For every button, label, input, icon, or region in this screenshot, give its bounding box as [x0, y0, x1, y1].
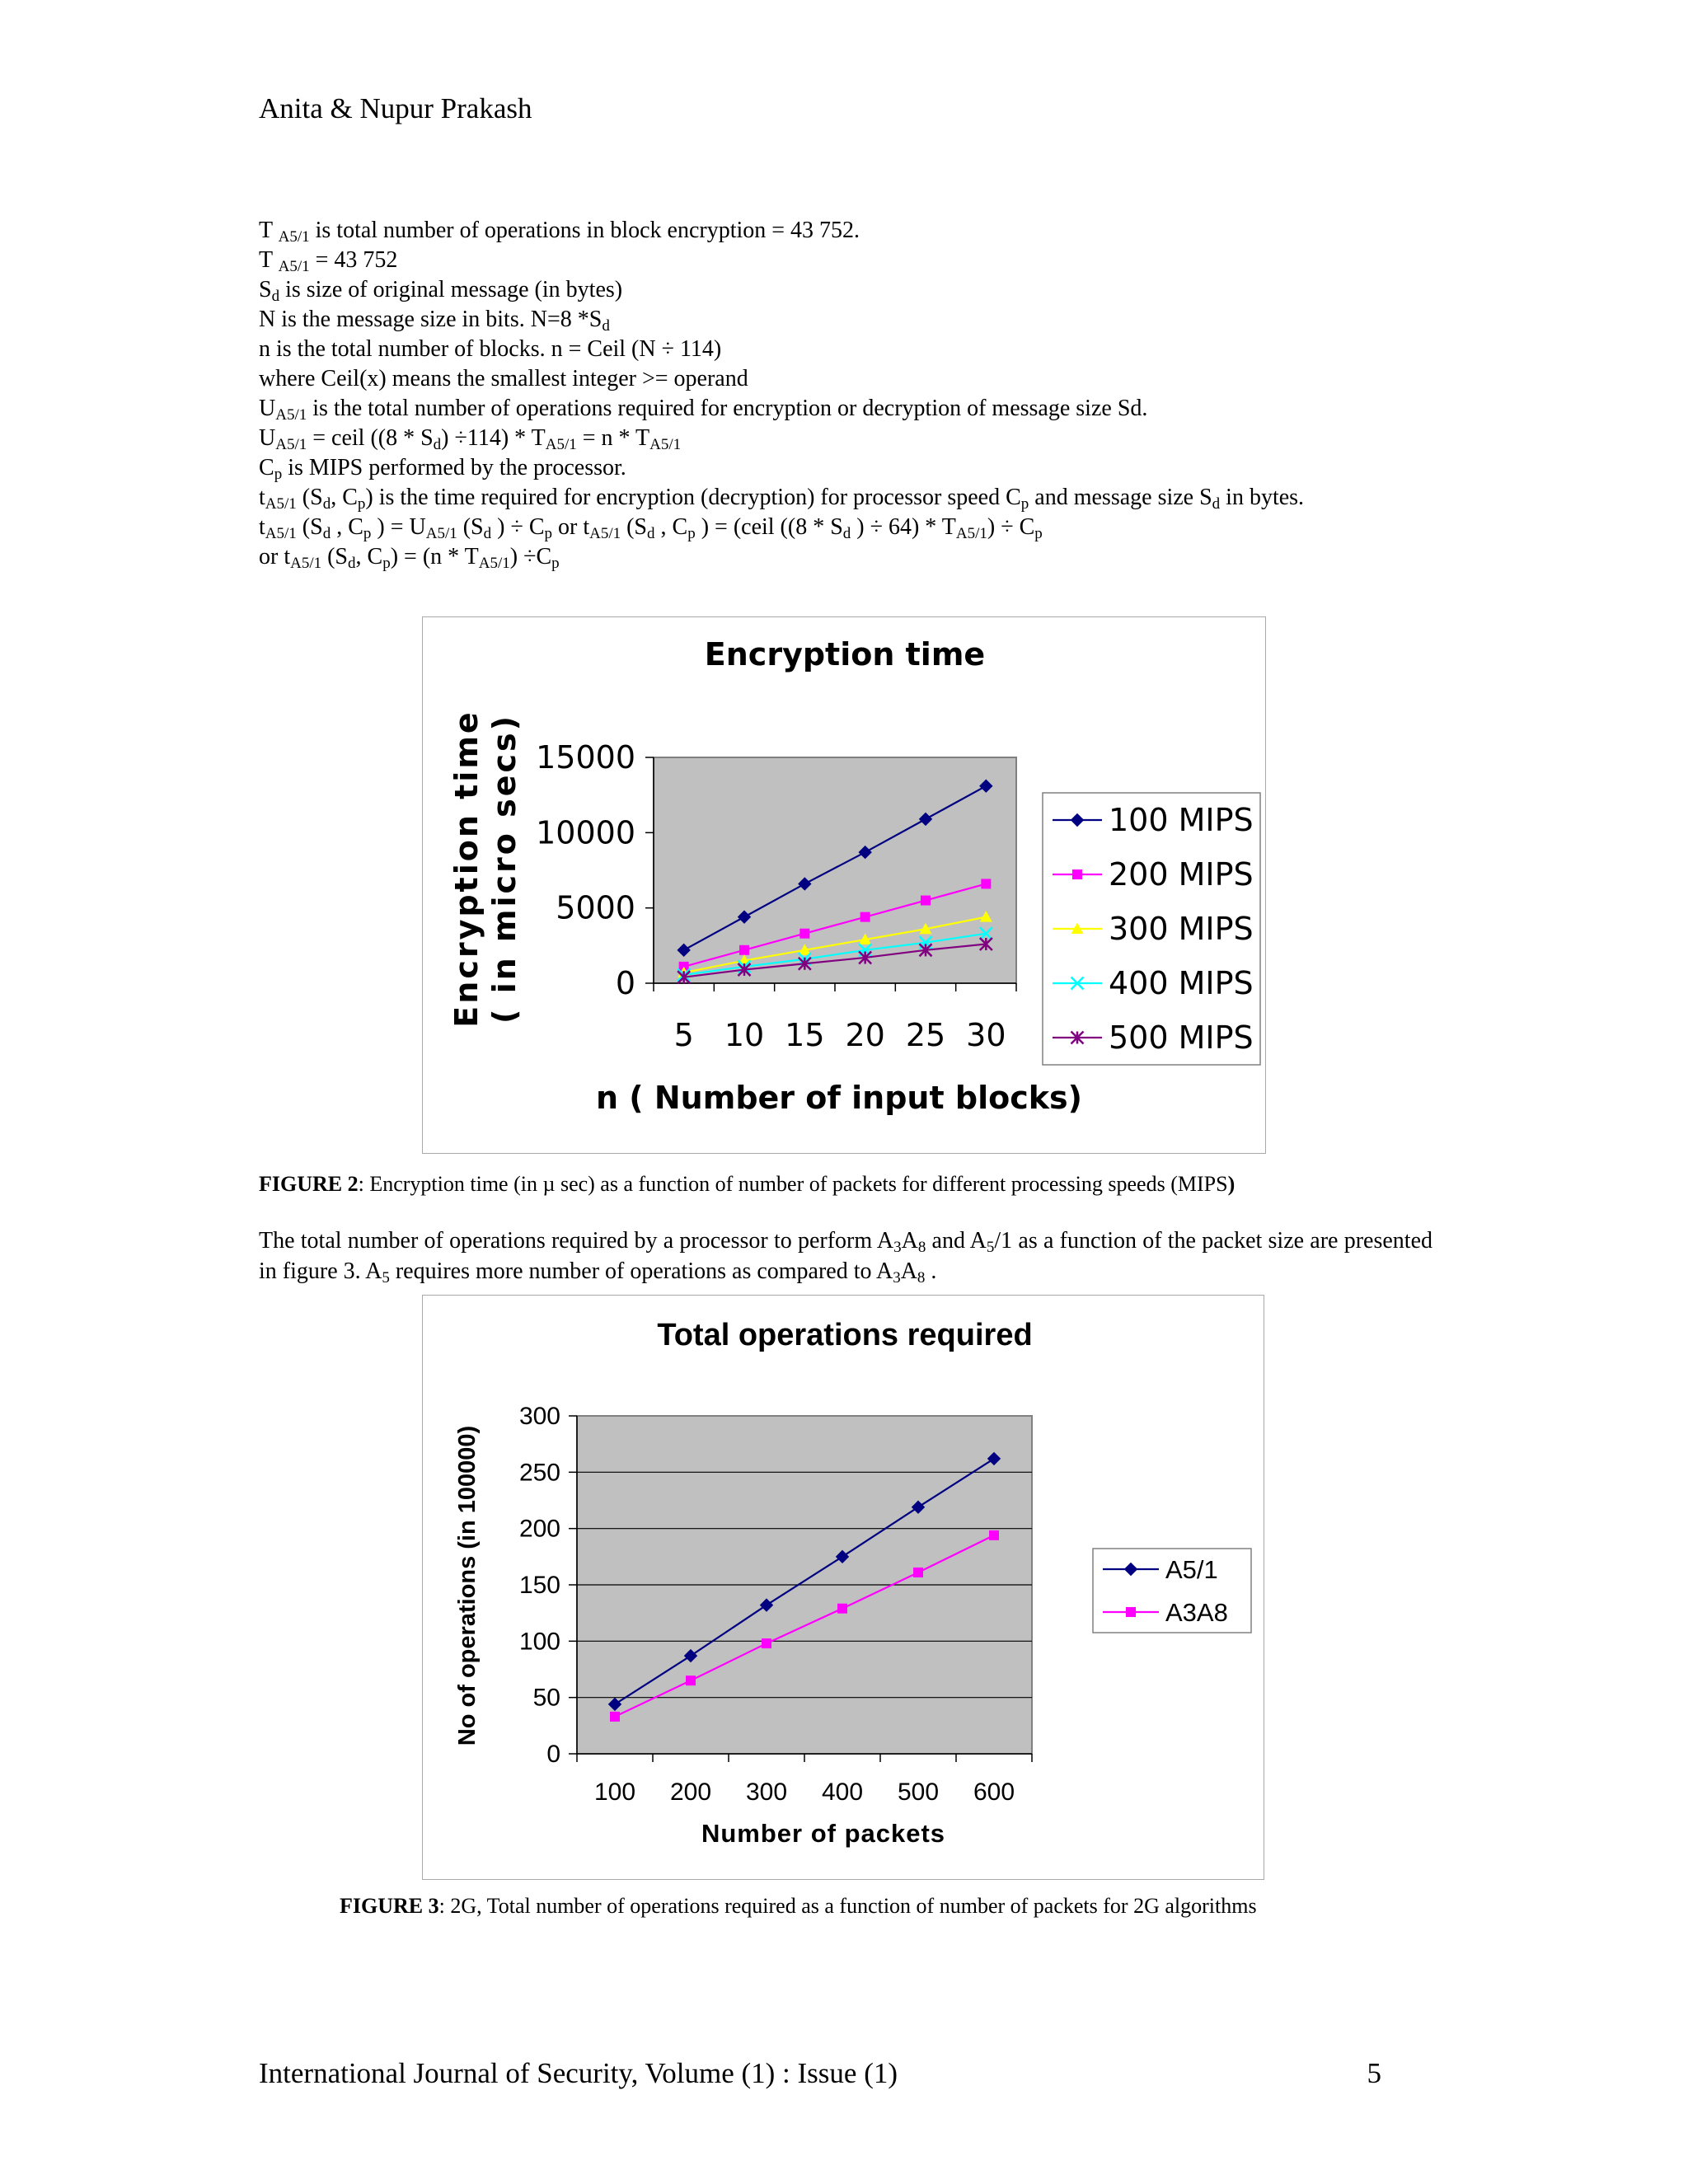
subscript: A5/1	[425, 525, 457, 542]
total-operations-chart	[423, 1296, 1265, 1881]
y-tick-label: 0	[615, 965, 635, 1001]
subscript: p	[357, 495, 366, 513]
text-run: , C	[355, 544, 383, 569]
legend-label: 300 MIPS	[1109, 911, 1254, 947]
definition-line	[259, 542, 1429, 572]
text-run: C	[259, 455, 274, 480]
text-run: t	[259, 485, 265, 510]
definition-line	[259, 394, 1429, 424]
definition-line	[259, 364, 1429, 394]
subscript: A5/1	[265, 495, 297, 513]
square-marker	[610, 1712, 620, 1722]
subscript: A5/1	[278, 258, 310, 275]
text-run: ) ÷ C	[491, 514, 545, 540]
text-run: A	[900, 1258, 917, 1284]
figure-3-caption	[340, 1894, 1257, 1919]
figure-2-caption	[259, 1172, 1235, 1197]
subscript: p	[687, 525, 696, 542]
definition-line	[259, 483, 1429, 513]
x-tick-label: 600	[973, 1779, 1015, 1806]
text-run: ) ÷114) * T	[441, 425, 546, 451]
subscript: 8	[917, 1239, 926, 1256]
subscript: 3	[893, 1269, 901, 1286]
square-marker	[921, 896, 931, 906]
subscript: A5/1	[955, 525, 987, 542]
square-marker	[837, 1604, 847, 1614]
x-axis-title: Number of packets	[701, 1819, 946, 1848]
caption-label: FIGURE 3	[340, 1894, 439, 1918]
legend-label: 200 MIPS	[1109, 856, 1254, 893]
square-marker	[739, 945, 749, 955]
x-axis-title: n ( Number of input blocks)	[596, 1080, 1082, 1116]
subscript: p	[274, 466, 283, 483]
definition-line	[259, 216, 1429, 246]
text-run: ) ÷C	[509, 544, 552, 569]
x-tick-label: 300	[745, 1779, 788, 1806]
subscript: d	[271, 288, 280, 305]
legend-label: A5/1	[1165, 1555, 1218, 1584]
text-run: U	[259, 425, 276, 451]
text-run: requires more number of operations as compared to A	[389, 1258, 893, 1284]
figure-2-chart	[422, 616, 1266, 1154]
square-marker	[1072, 869, 1082, 879]
chart-title: Encryption time	[704, 636, 986, 673]
definition-line	[259, 513, 1429, 542]
subscript: A5/1	[278, 228, 310, 246]
caption-text: : Encryption time (in µ sec) as a function of number of packets for different processing speeds (MIPS	[358, 1172, 1228, 1196]
subscript: 3	[893, 1239, 902, 1256]
square-marker	[686, 1675, 696, 1685]
text-run: S	[259, 277, 272, 302]
subscript: 5	[382, 1269, 390, 1286]
text-run: ) = U	[371, 514, 426, 540]
subscript: p	[363, 525, 372, 542]
square-marker	[989, 1530, 999, 1540]
legend-label: A3A8	[1165, 1598, 1228, 1627]
text-run: (S	[621, 514, 648, 540]
y-axis-title-line2: ( in micro secs)	[486, 713, 523, 1024]
text-run: n is the total number of blocks. n = Ceil (N ÷ 114)	[259, 336, 722, 362]
chart-title: Total operations required	[657, 1318, 1033, 1352]
x-tick-label: 5	[673, 1017, 694, 1053]
text-run: or t	[552, 514, 590, 540]
text-run: ) is the time required for encryption (decryption) for processor speed C	[365, 485, 1021, 510]
subscript: d	[647, 525, 655, 542]
encryption-time-chart	[423, 617, 1267, 1155]
x-tick-label: 200	[669, 1779, 712, 1806]
subscript: d	[602, 317, 610, 335]
y-tick-label: 0	[546, 1741, 560, 1768]
x-tick-label: 15	[785, 1017, 825, 1053]
text-run: is total number of operations in block encryption = 43 752.	[309, 218, 860, 243]
text-run: and A	[926, 1228, 987, 1254]
page-number: 5	[1367, 2057, 1381, 2089]
text-run: T	[259, 218, 279, 243]
subscript: d	[433, 436, 442, 453]
x-tick-label: 30	[966, 1017, 1006, 1053]
text-run: , C	[331, 514, 363, 540]
subscript: A5/1	[589, 525, 621, 542]
text-run: t	[259, 514, 265, 540]
text-run: is the total number of operations required for encryption or decryption of message size Sd.	[307, 396, 1148, 421]
text-run: U	[259, 396, 276, 421]
y-tick-label: 50	[532, 1684, 560, 1712]
subscript: p	[544, 525, 552, 542]
definition-line	[259, 275, 1429, 305]
text-run: N is the message size in bits. N=8 *S	[259, 307, 603, 332]
subscript: A5/1	[290, 555, 322, 572]
square-marker	[799, 929, 809, 939]
text-run: T	[259, 247, 279, 273]
subscript: A5/1	[275, 406, 307, 424]
plot-area	[654, 757, 1016, 983]
text-run: ) = (n * T	[390, 544, 479, 569]
text-run: = ceil ((8 * S	[307, 425, 434, 451]
body-paragraph	[259, 1226, 1432, 1286]
square-marker	[1126, 1607, 1136, 1617]
subscript: d	[842, 525, 851, 542]
square-marker	[860, 912, 870, 922]
text-run: A	[901, 1228, 918, 1254]
y-tick-label: 200	[518, 1515, 560, 1543]
square-marker	[913, 1568, 923, 1577]
definition-line	[259, 305, 1429, 335]
text-run: and message size S	[1029, 485, 1212, 510]
text-run: ) = (ceil ((8 * S	[695, 514, 843, 540]
text-run: ) ÷ 64) * T	[851, 514, 956, 540]
subscript: 8	[917, 1269, 926, 1286]
subscript: A5/1	[649, 436, 682, 453]
square-marker	[981, 879, 991, 888]
text-run: where Ceil(x) means the smallest integer >= operand	[259, 366, 748, 391]
x-tick-label: 10	[724, 1017, 765, 1053]
text-run: (S	[457, 514, 484, 540]
legend-label: 500 MIPS	[1109, 1019, 1254, 1056]
y-tick-label: 5000	[556, 889, 635, 926]
y-axis-title: Encryption time	[448, 710, 485, 1028]
text-run: The total number of operations required by a processor to perform A	[259, 1228, 894, 1254]
text-run: /1 as a function of the packet size are presented in figure 3. A	[259, 1228, 1432, 1284]
y-tick-label: 150	[518, 1572, 560, 1599]
subscript: A5/1	[478, 555, 510, 572]
subscript: p	[1034, 525, 1043, 542]
x-tick-label: 20	[845, 1017, 885, 1053]
running-footer	[259, 2057, 1381, 2090]
y-tick-label: 10000	[536, 814, 635, 851]
text-run: or t	[259, 544, 291, 569]
y-tick-label: 15000	[536, 739, 635, 776]
y-tick-label: 250	[518, 1459, 560, 1487]
text-run: in bytes.	[1220, 485, 1305, 510]
definition-line	[259, 424, 1429, 453]
text-run: = n * T	[576, 425, 650, 451]
y-tick-label: 100	[518, 1628, 560, 1656]
text-run: .	[925, 1258, 937, 1284]
journal-name: International Journal of Security, Volume (1) : Issue (1)	[259, 2057, 898, 2089]
x-tick-label: 25	[905, 1017, 946, 1053]
text-run: = 43 752	[309, 247, 398, 273]
square-marker	[762, 1638, 771, 1648]
subscript: p	[382, 555, 391, 572]
y-tick-label: 300	[518, 1403, 560, 1430]
subscript: d	[483, 525, 492, 542]
text-run: (S	[321, 544, 349, 569]
subscript: p	[551, 555, 560, 572]
subscript: d	[1212, 495, 1221, 513]
definitions-text	[259, 216, 1429, 572]
text-run: , C	[331, 485, 358, 510]
x-tick-label: 400	[821, 1779, 864, 1806]
text-run: (S	[296, 485, 323, 510]
subscript: A5/1	[275, 436, 307, 453]
subscript: p	[1020, 495, 1029, 513]
legend-label: 400 MIPS	[1109, 965, 1254, 1001]
definition-line	[259, 246, 1429, 275]
subscript: d	[322, 495, 331, 513]
subscript: d	[322, 525, 331, 542]
text-run: (S	[296, 514, 323, 540]
text-run: , C	[654, 514, 688, 540]
subscript: A5/1	[265, 525, 297, 542]
figure-3-chart	[422, 1295, 1264, 1880]
text-run: ) ÷ C	[987, 514, 1035, 540]
definition-line	[259, 453, 1429, 483]
subscript: 5	[986, 1239, 995, 1256]
text-run: is size of original message (in bytes)	[279, 277, 623, 302]
x-tick-label: 500	[897, 1779, 940, 1806]
definition-line	[259, 335, 1429, 364]
x-tick-label: 100	[593, 1779, 636, 1806]
caption-label: FIGURE 2	[259, 1172, 359, 1196]
subscript: A5/1	[545, 436, 577, 453]
running-header: Anita & Nupur Prakash	[259, 92, 532, 124]
legend-label: 100 MIPS	[1109, 802, 1254, 838]
caption-text: : 2G, Total number of operations required as a function of number of packets for 2G algorithms	[438, 1894, 1257, 1918]
y-axis-title: No of operations (in 100000)	[454, 1425, 481, 1746]
subscript: d	[348, 555, 356, 572]
text-run: is MIPS performed by the processor.	[282, 455, 626, 480]
caption-close: )	[1227, 1172, 1236, 1196]
